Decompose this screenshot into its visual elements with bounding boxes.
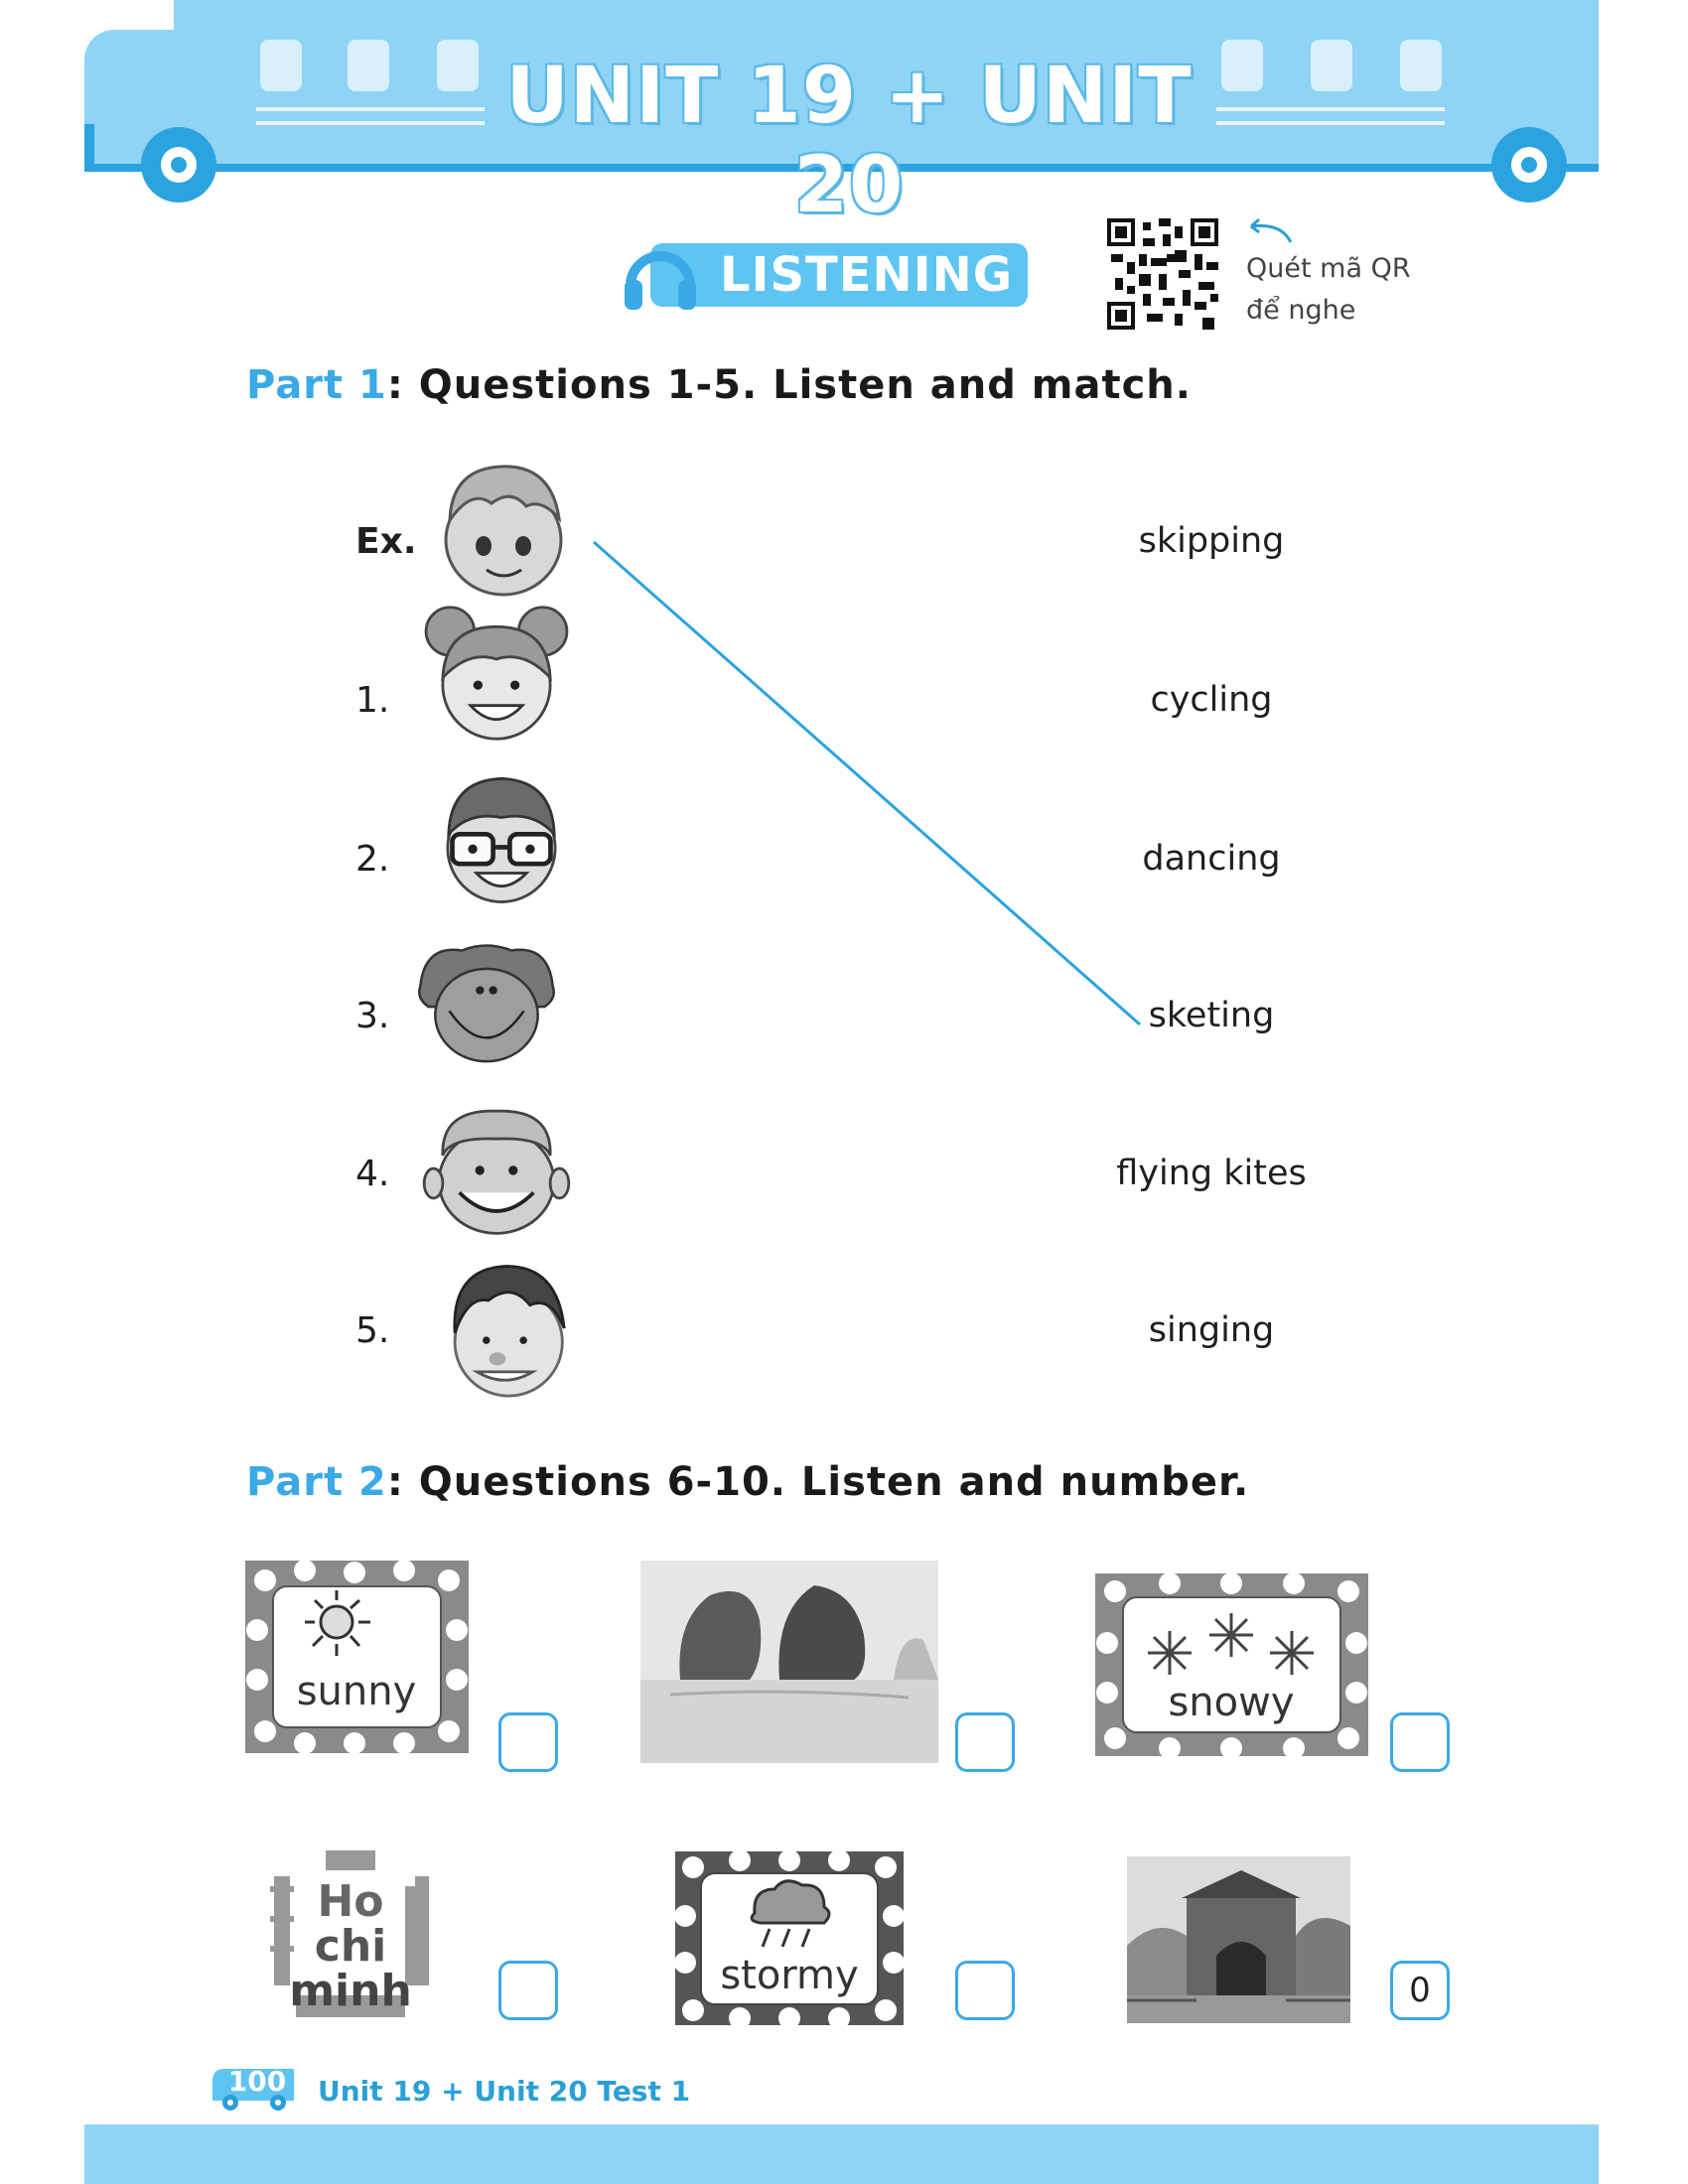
face-4-boy[interactable] <box>422 1100 571 1239</box>
card-sunny[interactable] <box>245 1561 469 1753</box>
answer-box-halong[interactable] <box>955 1712 1015 1772</box>
headphones-icon <box>621 238 700 318</box>
bus-window <box>348 40 389 91</box>
part2-instruction: : Questions 6-10. Listen and number. <box>386 1459 1250 1505</box>
bus-stripe <box>256 121 485 125</box>
card-snowy[interactable] <box>1095 1573 1368 1756</box>
row-number-3: 3. <box>355 996 390 1036</box>
face-3-girl[interactable] <box>412 933 561 1072</box>
page-title: UNIT 19 + UNIT 20 <box>505 52 1193 230</box>
part2-label: Part 2 <box>246 1459 387 1505</box>
row-number-4: 4. <box>355 1154 390 1194</box>
row-number-5: 5. <box>355 1310 390 1351</box>
bus-window <box>437 40 479 91</box>
word-cycling[interactable]: cycling <box>1150 680 1273 720</box>
part1-heading <box>246 362 1192 408</box>
part1-instruction: : Questions 1-5. Listen and match. <box>386 362 1192 408</box>
card-snowy-label: snowy <box>1168 1680 1295 1725</box>
face-5-boy[interactable] <box>437 1259 586 1398</box>
example-match-line <box>586 536 1142 1032</box>
bus-wheel-right <box>1491 127 1567 203</box>
photo-halong-bay[interactable] <box>640 1561 938 1763</box>
bus-stripe <box>256 107 485 111</box>
bus-wheel-left <box>141 127 216 203</box>
face-example-boy[interactable] <box>432 459 581 598</box>
footer-label: Unit 19 + Unit 20 Test 1 <box>318 2075 691 2108</box>
photo-temple-gate[interactable] <box>1127 1856 1350 2023</box>
bus-stripe <box>1216 107 1445 111</box>
bus-window <box>1221 40 1263 91</box>
word-flying-kites[interactable]: flying kites <box>1116 1154 1307 1193</box>
row-number-example: Ex. <box>355 521 417 562</box>
answer-box-temple-gate[interactable]: 0 <box>1390 1961 1450 2020</box>
row-number-2: 2. <box>355 839 390 880</box>
face-2-boy-glasses[interactable] <box>427 769 576 908</box>
card-sunny-label: sunny <box>296 1669 417 1714</box>
bus-window <box>1400 40 1442 91</box>
bus-window <box>1311 40 1352 91</box>
bus-front <box>84 124 94 169</box>
bus-stripe <box>1216 121 1445 125</box>
answer-box-snowy[interactable] <box>1390 1712 1450 1772</box>
answer-box-ho-chi-minh[interactable] <box>498 1961 558 2020</box>
word-skipping[interactable]: skipping <box>1138 521 1285 561</box>
bus-window <box>260 40 302 91</box>
word-singing[interactable]: singing <box>1148 1310 1275 1350</box>
qr-hint-line2: để nghe <box>1246 295 1356 326</box>
page-number: 100 <box>227 2065 287 2098</box>
card-stormy-label: stormy <box>720 1953 859 1998</box>
row-number-1: 1. <box>355 680 390 721</box>
hcm-word-2: chi <box>314 1921 387 1972</box>
answer-box-stormy[interactable] <box>955 1961 1015 2020</box>
word-dancing[interactable]: dancing <box>1142 839 1281 879</box>
answer-box-sunny[interactable] <box>498 1712 558 1772</box>
hcm-word-3: minh <box>289 1966 412 2016</box>
part1-label: Part 1 <box>246 362 387 408</box>
face-1-girl[interactable] <box>422 604 571 743</box>
footer-band <box>84 2124 1599 2184</box>
word-sketing[interactable]: sketing <box>1148 996 1275 1035</box>
curved-arrow-icon <box>1241 216 1297 246</box>
hcm-word-1: Ho <box>317 1876 384 1927</box>
part2-heading <box>246 1459 1249 1505</box>
qr-code[interactable] <box>1107 218 1218 330</box>
qr-hint-line1: Quét mã QR <box>1246 253 1411 284</box>
card-ho-chi-minh[interactable] <box>266 1846 435 2025</box>
card-stormy[interactable] <box>675 1851 904 2025</box>
listening-label: LISTENING <box>720 247 1014 303</box>
